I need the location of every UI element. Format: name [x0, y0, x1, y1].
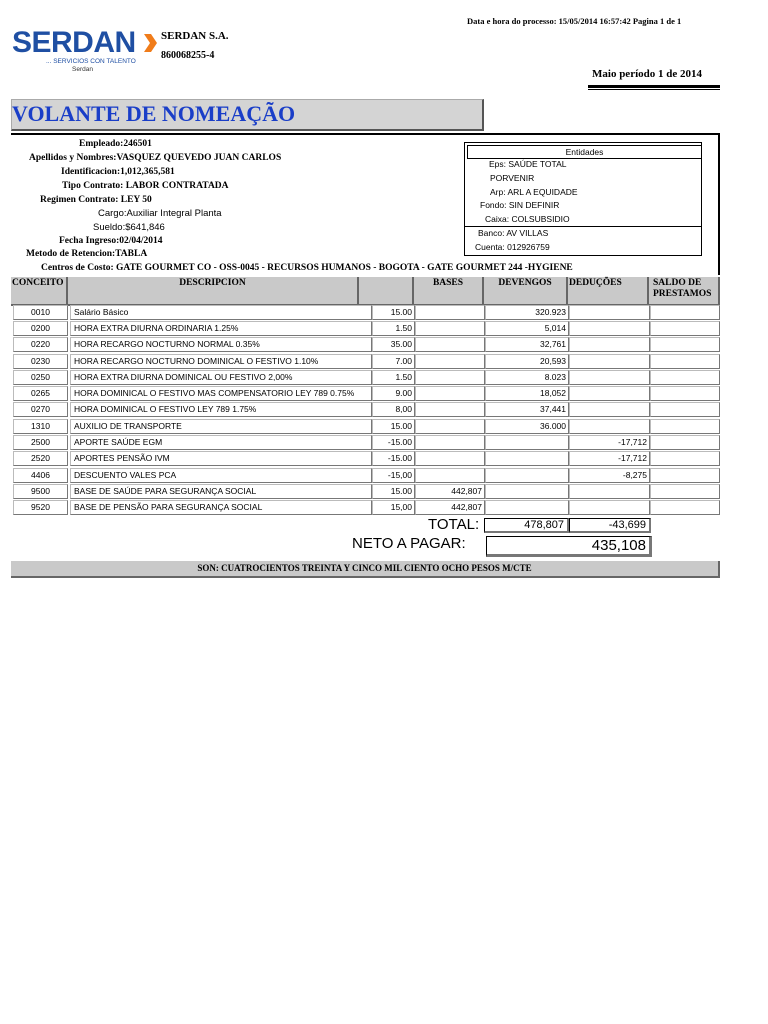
cell-base — [415, 451, 485, 466]
logo-tagline: ... SERVICIOS CON TALENTO — [46, 58, 136, 65]
employee-identificacion: Identificacion:1,012,365,581 — [61, 167, 175, 177]
company-nit: 860068255-4 — [161, 50, 215, 61]
cell-code: 4406 — [13, 468, 68, 483]
cell-qty: 1.50 — [372, 321, 415, 336]
cell-qty: 15.00 — [372, 305, 415, 320]
cell-desc: Salário Básico — [70, 305, 372, 320]
company-name: SERDAN S.A. — [161, 30, 229, 42]
cell-deducoes: -17,712 — [569, 451, 650, 466]
cell-devengos: 320.923 — [485, 305, 569, 320]
cell-code: 0220 — [13, 337, 68, 352]
employee-tipo-contrato: Tipo Contrato: LABOR CONTRATADA — [62, 181, 229, 191]
cell-base — [415, 337, 485, 352]
cell-devengos: 5,014 — [485, 321, 569, 336]
cell-desc: BASE DE PENSÃO PARA SEGURANÇA SOCIAL — [70, 500, 372, 515]
table-row — [11, 305, 720, 321]
cell-prestamos — [650, 500, 720, 515]
cell-code: 1310 — [13, 419, 68, 434]
cell-qty: 9.00 — [372, 386, 415, 401]
process-datetime: Data e hora do processo: 15/05/2014 16:57:42 Pagina 1 de 1 — [467, 16, 682, 26]
logo-subtext: Serdan — [72, 66, 93, 73]
cell-desc: HORA RECARGO NOCTURNO DOMINICAL O FESTIVO 1.10% — [70, 354, 372, 369]
entidad-caixa: Caixa: COLSUBSIDIO — [485, 214, 570, 224]
table-row — [11, 419, 720, 435]
cell-base — [415, 435, 485, 450]
cell-base: 442,807 — [415, 484, 485, 499]
cell-code: 0265 — [13, 386, 68, 401]
cell-devengos: 32,761 — [485, 337, 569, 352]
cell-code: 9520 — [13, 500, 68, 515]
cell-deducoes: -8,275 — [569, 468, 650, 483]
cell-prestamos — [650, 305, 720, 320]
cell-code: 0270 — [13, 402, 68, 417]
cell-base — [415, 386, 485, 401]
cell-deducoes — [569, 419, 650, 434]
cell-prestamos — [650, 321, 720, 336]
cell-qty: 15.00 — [372, 484, 415, 499]
col-header-conceito: CONCEITO — [11, 277, 68, 306]
cell-code: 0230 — [13, 354, 68, 369]
cell-prestamos — [650, 451, 720, 466]
entidad-banco: Banco: AV VILLAS — [478, 228, 549, 238]
cell-prestamos — [650, 419, 720, 434]
col-header-descripcion: DESCRIPCION — [68, 277, 359, 306]
cell-qty: 1.50 — [372, 370, 415, 385]
cell-prestamos — [650, 435, 720, 450]
col-header-bases: BASES — [414, 277, 484, 306]
cell-prestamos — [650, 354, 720, 369]
cell-deducoes — [569, 500, 650, 515]
employee-sueldo: Sueldo:$641,846 — [93, 222, 165, 233]
cell-prestamos — [650, 484, 720, 499]
table-row — [11, 468, 720, 484]
col-header-qty — [359, 277, 414, 306]
cell-desc: HORA EXTRA DIURNA ORDINARIA 1.25% — [70, 321, 372, 336]
cell-desc: DESCUENTO VALES PCA — [70, 468, 372, 483]
table-row — [11, 354, 720, 370]
employee-name: Apellidos y Nombres:VASQUEZ QUEVEDO JUAN CARLOS — [29, 153, 282, 163]
cell-qty: 15,00 — [372, 500, 415, 515]
cell-deducoes — [569, 402, 650, 417]
table-row — [11, 386, 720, 402]
cell-deducoes — [569, 386, 650, 401]
entidad-fondo: Fondo: SIN DEFINIR — [480, 200, 560, 210]
cell-desc: HORA RECARGO NOCTURNO NORMAL 0.35% — [70, 337, 372, 352]
cell-base — [415, 321, 485, 336]
cell-devengos — [485, 500, 569, 515]
col-header-devengos: DEVENGOS — [484, 277, 568, 306]
employee-regimen: Regimen Contrato: LEY 50 — [40, 195, 152, 205]
total-label: TOTAL: — [428, 516, 480, 533]
cell-devengos: 18,052 — [485, 386, 569, 401]
cell-desc: HORA DOMINICAL O FESTIVO LEY 789 1.75% — [70, 402, 372, 417]
neto-label: NETO A PAGAR: — [352, 535, 466, 552]
logo: SERDAN — [12, 26, 136, 59]
cell-code: 2500 — [13, 435, 68, 450]
cell-devengos — [485, 468, 569, 483]
table-row — [11, 451, 720, 467]
cell-deducoes — [569, 354, 650, 369]
cell-desc: BASE DE SAÚDE PARA SEGURANÇA SOCIAL — [70, 484, 372, 499]
cell-desc: AUXILIO DE TRANSPORTE — [70, 419, 372, 434]
page-title: VOLANTE DE NOMEAÇÃO — [12, 101, 296, 126]
employee-metodo-retencion: Metodo de Retencion:TABLA — [26, 249, 148, 259]
cell-prestamos — [650, 468, 720, 483]
employee-fecha-ingreso: Fecha Ingreso:02/04/2014 — [59, 236, 163, 246]
col-header-deducoes: DEDUÇÕES — [568, 277, 649, 306]
cell-deducoes — [569, 484, 650, 499]
employee-id: Empleado:246501 — [79, 139, 152, 149]
cell-base — [415, 370, 485, 385]
cell-qty: -15.00 — [372, 435, 415, 450]
cell-devengos: 20,593 — [485, 354, 569, 369]
cell-code: 0250 — [13, 370, 68, 385]
cell-deducoes — [569, 321, 650, 336]
cell-devengos — [485, 484, 569, 499]
col-header-saldo-prestamos — [649, 277, 720, 306]
cell-qty: 8,00 — [372, 402, 415, 417]
entidad-cuenta: Cuenta: 012926759 — [475, 242, 550, 252]
cell-prestamos — [650, 370, 720, 385]
logo-chevron-icon — [142, 32, 158, 54]
cell-base — [415, 354, 485, 369]
neto-value: 435,108 — [486, 536, 652, 557]
entidad-eps: Eps: SAÚDE TOTAL — [489, 159, 567, 169]
entidades-header: Entidades — [467, 145, 702, 159]
cell-qty: 15.00 — [372, 419, 415, 434]
table-row — [11, 500, 720, 516]
cell-devengos: 37,441 — [485, 402, 569, 417]
cell-prestamos — [650, 337, 720, 352]
col-header-saldo: SALDO DE — [653, 278, 702, 288]
entidad-pension: PORVENIR — [490, 173, 535, 183]
table-row — [11, 435, 720, 451]
cell-qty: -15.00 — [372, 451, 415, 466]
total-deducoes: -43,699 — [569, 518, 651, 533]
col-header-prestamos: PRESTAMOS — [653, 289, 712, 299]
cell-deducoes — [569, 337, 650, 352]
cell-base — [415, 419, 485, 434]
cell-desc: HORA EXTRA DIURNA DOMINICAL OU FESTIVO 2,00% — [70, 370, 372, 385]
table-row — [11, 370, 720, 386]
cell-code: 9500 — [13, 484, 68, 499]
cell-base — [415, 468, 485, 483]
cell-devengos: 36.000 — [485, 419, 569, 434]
cell-code: 0200 — [13, 321, 68, 336]
cell-deducoes: -17,712 — [569, 435, 650, 450]
cell-devengos — [485, 451, 569, 466]
cell-desc: HORA DOMINICAL O FESTIVO MAS COMPENSATORIO LEY 789 0.75% — [70, 386, 372, 401]
table-row — [11, 337, 720, 353]
cell-code: 0010 — [13, 305, 68, 320]
cell-prestamos — [650, 402, 720, 417]
cell-desc: APORTE SAÚDE EGM — [70, 435, 372, 450]
cell-deducoes — [569, 305, 650, 320]
cell-desc: APORTES PENSÃO IVM — [70, 451, 372, 466]
cell-devengos — [485, 435, 569, 450]
cell-base — [415, 305, 485, 320]
period-label: Maio período 1 de 2014 — [592, 68, 702, 80]
divider — [465, 226, 702, 227]
cell-devengos: 8.023 — [485, 370, 569, 385]
cell-qty: -15,00 — [372, 468, 415, 483]
total-devengos: 478,807 — [484, 518, 569, 533]
cell-code: 2520 — [13, 451, 68, 466]
cell-qty: 7.00 — [372, 354, 415, 369]
cell-qty: 35.00 — [372, 337, 415, 352]
cell-base — [415, 402, 485, 417]
employee-cargo: Cargo:Auxiliar Integral Planta — [98, 208, 222, 219]
table-row — [11, 321, 720, 337]
cell-deducoes — [569, 370, 650, 385]
table-row — [11, 484, 720, 500]
table-row — [11, 402, 720, 418]
entidad-arp: Arp: ARL A EQUIDADE — [490, 187, 578, 197]
amount-in-words: SON: CUATROCIENTOS TREINTA Y CINCO MIL CIENTO OCHO PESOS M/CTE — [11, 561, 720, 578]
divider — [588, 89, 720, 90]
divider — [588, 85, 720, 88]
cell-prestamos — [650, 386, 720, 401]
cell-base: 442,807 — [415, 500, 485, 515]
centros-costo: Centros de Costo: GATE GOURMET CO - OSS-0045 - RECURSOS HUMANOS - BOGOTA - GATE GOURMET 244 -HYGIENE — [41, 263, 573, 273]
